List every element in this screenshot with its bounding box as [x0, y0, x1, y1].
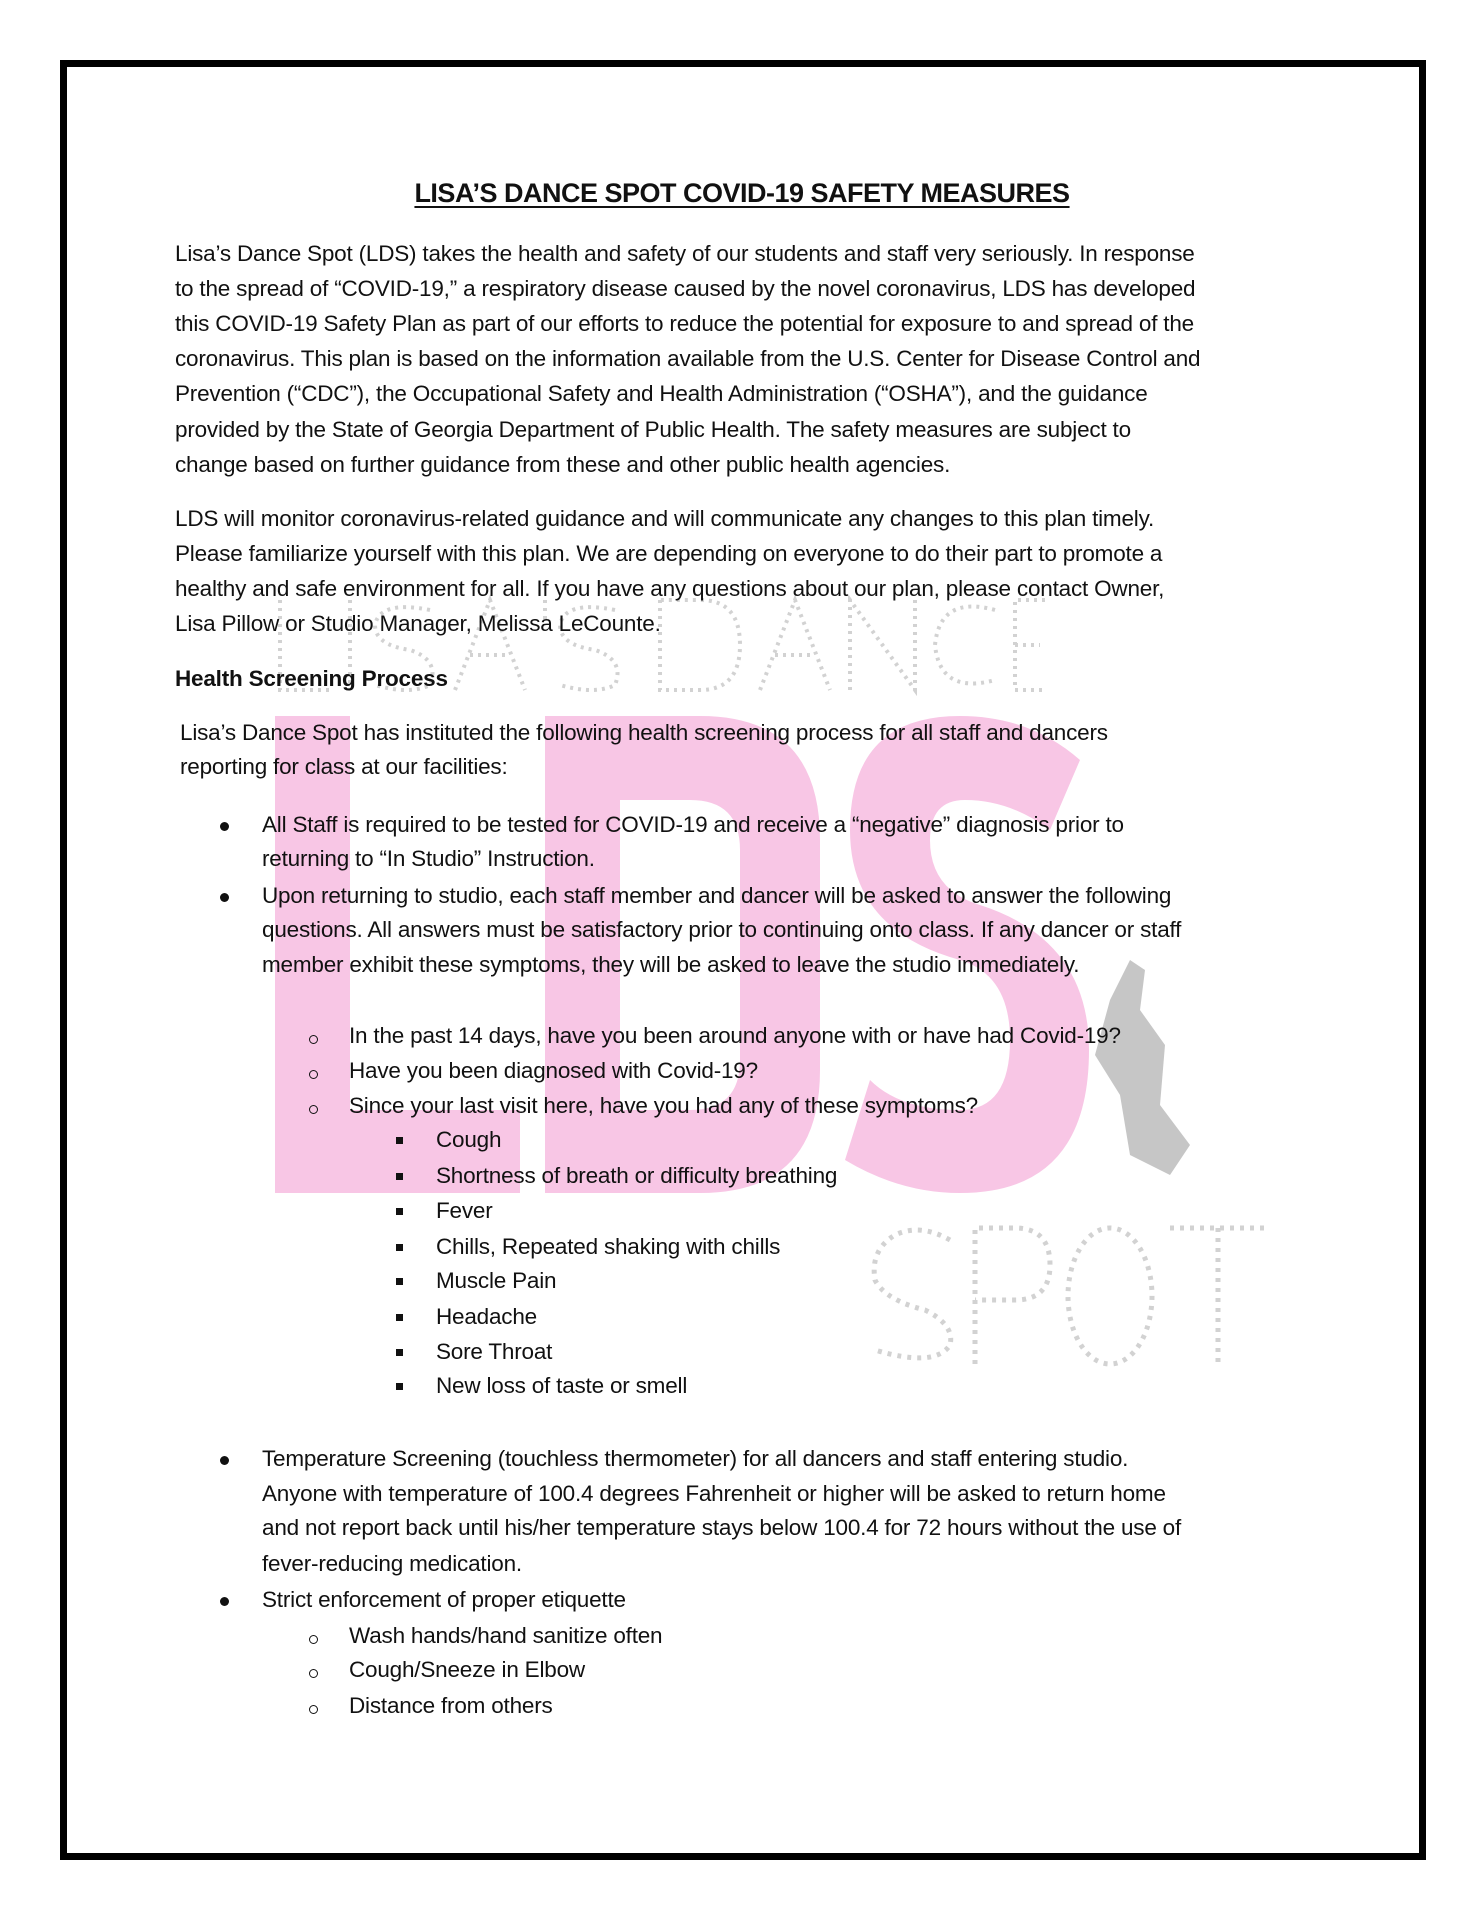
square-bullet-icon: [396, 1137, 403, 1144]
square-bullet-icon: [396, 1383, 403, 1390]
square-bullet-icon: [396, 1349, 403, 1356]
intro-line: this COVID-19 Safety Plan as part of our efforts to reduce the potential for exposure to and spread of the: [175, 311, 1194, 336]
bullet-line: Temperature Screening (touchless thermometer) for all dancers and staff entering studio.: [262, 1446, 1129, 1471]
bullet-line: fever-reducing medication.: [262, 1551, 522, 1576]
square-bullet-icon: [396, 1278, 403, 1285]
bullet-icon: [220, 822, 229, 831]
etiquette-item: Wash hands/hand sanitize often: [349, 1623, 663, 1648]
circle-bullet-icon: [309, 1705, 318, 1714]
intro-line: to the spread of “COVID-19,” a respiratory disease caused by the novel coronavirus, LDS has developed: [175, 276, 1196, 301]
question-item: Have you been diagnosed with Covid-19?: [349, 1058, 758, 1083]
bullet-icon: [220, 893, 229, 902]
symptom-item: Muscle Pain: [436, 1268, 557, 1293]
question-item: In the past 14 days, have you been around anyone with or have had Covid-19?: [349, 1023, 1121, 1048]
bullet-icon: [220, 1597, 229, 1606]
monitor-line: Please familiarize yourself with this plan. We are depending on everyone to do their part to promote a: [175, 541, 1163, 566]
symptom-item: New loss of taste or smell: [436, 1373, 688, 1398]
square-bullet-icon: [396, 1173, 403, 1180]
bullet-line: Upon returning to studio, each staff member and dancer will be asked to answer the following: [262, 883, 1172, 908]
intro-line: coronavirus. This plan is based on the information available from the U.S. Center for Disease Control and: [175, 346, 1201, 371]
square-bullet-icon: [396, 1244, 403, 1251]
circle-bullet-icon: [309, 1035, 318, 1044]
intro-line: provided by the State of Georgia Department of Public Health. The safety measures are subject to: [175, 417, 1131, 442]
screening-intro-line: Lisa’s Dance Spot has instituted the following health screening process for all staff and dancers: [180, 720, 1108, 745]
intro-line: change based on further guidance from these and other public health agencies.: [175, 452, 951, 477]
bullet-line: and not report back until his/her temperature stays below 100.4 for 72 hours without the use of: [262, 1515, 1182, 1540]
bullet-line: returning to “In Studio” Instruction.: [262, 846, 595, 871]
bullet-line: member exhibit these symptoms, they will be asked to leave the studio immediately.: [262, 952, 1080, 977]
bullet-line: questions. All answers must be satisfactory prior to continuing onto class. If any dancer or staff: [262, 917, 1182, 942]
bullet-line: Strict enforcement of proper etiquette: [262, 1587, 626, 1612]
etiquette-item: Cough/Sneeze in Elbow: [349, 1657, 585, 1682]
symptom-item: Sore Throat: [436, 1339, 553, 1364]
symptom-item: Headache: [436, 1304, 537, 1329]
intro-line: Prevention (“CDC”), the Occupational Safety and Health Administration (“OSHA”), and the guidance: [175, 381, 1148, 406]
symptom-item: Fever: [436, 1198, 493, 1223]
bullet-line: Anyone with temperature of 100.4 degrees Fahrenheit or higher will be asked to return home: [262, 1481, 1166, 1506]
bullet-icon: [220, 1456, 229, 1465]
circle-bullet-icon: [309, 1669, 318, 1678]
monitor-line: LDS will monitor coronavirus-related guidance and will communicate any changes to this plan timely.: [175, 506, 1155, 531]
bullet-line: All Staff is required to be tested for COVID-19 and receive a “negative” diagnosis prior to: [262, 812, 1124, 837]
etiquette-item: Distance from others: [349, 1693, 553, 1718]
circle-bullet-icon: [309, 1105, 318, 1114]
circle-bullet-icon: [309, 1070, 318, 1079]
symptom-item: Cough: [436, 1127, 502, 1152]
question-item: Since your last visit here, have you had any of these symptoms?: [349, 1093, 978, 1118]
symptom-item: Chills, Repeated shaking with chills: [436, 1234, 781, 1259]
square-bullet-icon: [396, 1314, 403, 1321]
monitor-line: Lisa Pillow or Studio Manager, Melissa LeCounte.: [175, 611, 661, 636]
monitor-line: healthy and safe environment for all. If you have any questions about our plan, please contact Owner,: [175, 576, 1165, 601]
section-heading: Health Screening Process: [175, 666, 448, 691]
circle-bullet-icon: [309, 1635, 318, 1644]
square-bullet-icon: [396, 1208, 403, 1215]
screening-intro-line: reporting for class at our facilities:: [180, 754, 508, 779]
page-title: LISA’S DANCE SPOT COVID-19 SAFETY MEASURES: [414, 178, 1070, 208]
symptom-item: Shortness of breath or difficulty breathing: [436, 1163, 838, 1188]
intro-line: Lisa’s Dance Spot (LDS) takes the health and safety of our students and staff very seriously. In response: [175, 241, 1195, 266]
